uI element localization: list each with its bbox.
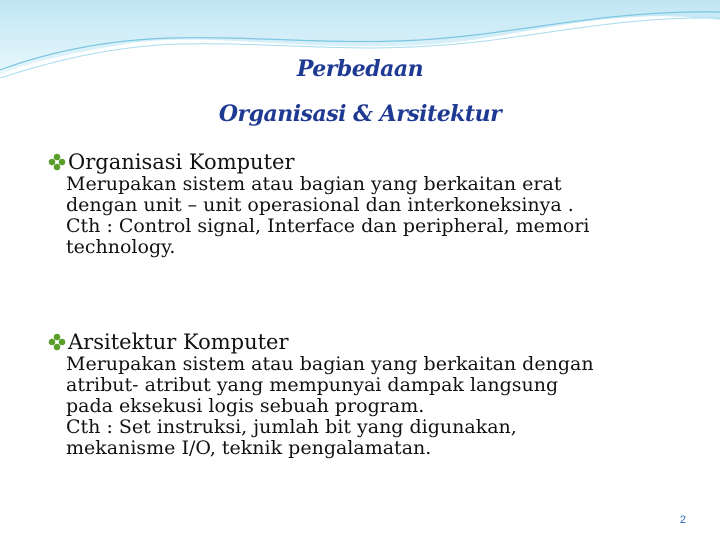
body-line: pada eksekusi logis sebuah program. [66, 395, 425, 417]
body-line: Cth : Set instruksi, jumlah bit yang digunakan, [66, 416, 517, 438]
body-line: Merupakan sistem atau bagian yang berkaitan dengan [66, 353, 594, 375]
slide-title-line1: Perbedaan [296, 56, 424, 82]
section-heading-text: Organisasi Komputer [68, 150, 295, 174]
body-line: atribut- atribut yang mempunyai dampak langsung [66, 374, 559, 396]
body-line: Cth : Control signal, Interface dan peripheral, memori [66, 215, 590, 237]
body-line: dengan unit – unit operasional dan interkoneksinya . [66, 194, 574, 216]
section-organisasi [48, 150, 688, 258]
diamond-bullet-icon [48, 153, 66, 171]
diamond-bullet-icon [48, 333, 66, 351]
section-heading [48, 330, 688, 354]
body-line: Merupakan sistem atau bagian yang berkaitan erat [66, 173, 562, 195]
page-number: 2 [679, 514, 686, 526]
section-heading-text: Arsitektur Komputer [68, 330, 289, 354]
body-line: mekanisme I/O, teknik pengalamatan. [66, 437, 432, 459]
section-body [66, 174, 688, 258]
section-body [66, 354, 688, 459]
section-arsitektur [48, 330, 688, 459]
slide-title-line2: Organisasi & Arsitektur [218, 101, 502, 127]
section-heading [48, 150, 688, 174]
body-line: technology. [66, 236, 176, 258]
